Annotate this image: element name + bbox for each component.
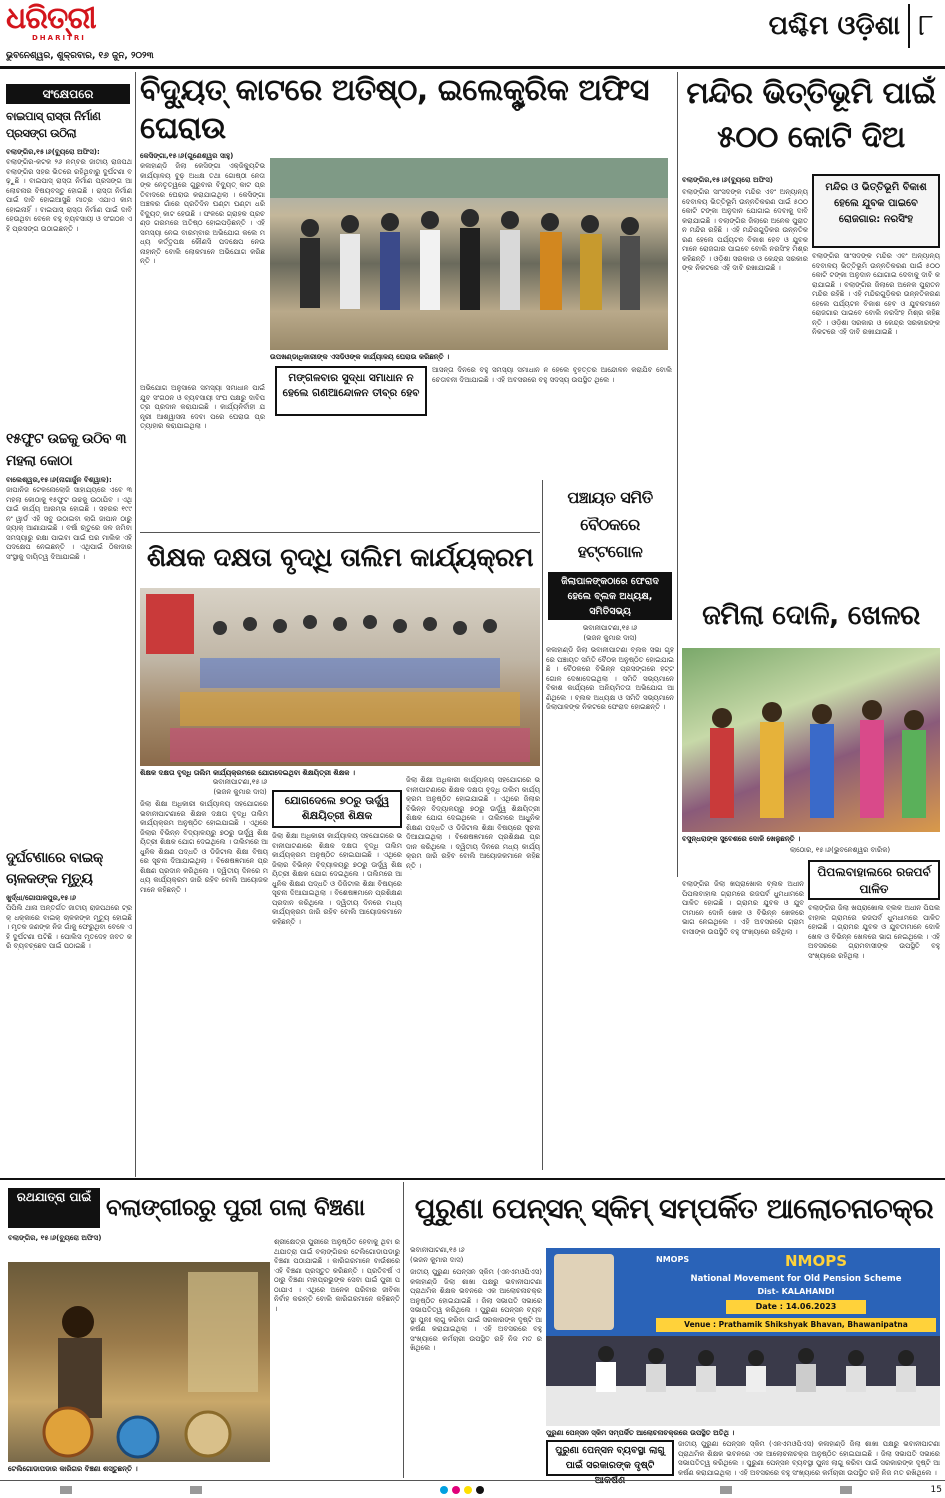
teacher-body: ଜିଲା ଶିକ୍ଷା ଅଧିକାରୀ କାର୍ଯ୍ୟାଳୟ ସହଯୋଗରେ ଭବାନୀପାଟଣାରେ ଶିକ୍ଷକ ଦକ୍ଷତା ବୃଦ୍ଧି ତାଲିମ କାର୍ଯ୍ୟକ୍ରମ ଅନୁଷ୍ଠିତ ହୋଇଯାଇଛି । ଏଥିରେ ଜିଲାର ବିଭିନ୍ନ ବିଦ୍ୟାଳୟରୁ ୭୦ରୁ ଊର୍ଦ୍ଧ୍ୱ ଶିକ୍ଷୟିତ୍ରୀ ଶିକ୍ଷକ ଯୋଗ ଦେଇଥିଲେ । ତାଲିମରେ ଆଧୁନିକ ଶିକ୍ଷଣ ପଦ୍ଧତି ଓ ଡିଜିଟାଲ ଶିକ୍ଷା ବିଷୟରେ ସୂଚନା ଦିଆଯାଇଥିଲା । ବିଶେଷଜ୍ଞମାନେ ପ୍ରଶିକ୍ଷଣ ପ୍ରଦାନ କରିଥିଲେ । ଦ୍ୱିତୀୟ ଦିନରେ ମଧ୍ୟ କାର୍ଯ୍ୟକ୍ରମ ଜାରି ରହିବ ବୋଲି ଆୟୋଜକମାନେ କହିଛନ୍ତି । [140, 800, 268, 894]
teacher-body-2: ଜିଲା ଶିକ୍ଷା ଅଧିକାରୀ କାର୍ଯ୍ୟାଳୟ ସହଯୋଗରେ ଭବାନୀପାଟଣାରେ ଶିକ୍ଷକ ଦକ୍ଷତା ବୃଦ୍ଧି ତାଲିମ କାର୍ଯ୍ୟକ୍ରମ ଅନୁଷ୍ଠିତ ହୋଇଯାଇଛି । ଏଥିରେ ଜିଲାର ବିଭିନ୍ନ ବିଦ୍ୟାଳୟରୁ ୭୦ରୁ ଊର୍ଦ୍ଧ୍ୱ ଶିକ୍ଷୟିତ୍ରୀ ଶିକ୍ଷକ ଯୋଗ ଦେଇଥିଲେ । ତାଲିମରେ ଆଧୁନିକ ଶିକ୍ଷଣ ପଦ୍ଧତି ଓ ଡିଜିଟାଲ ଶିକ୍ଷା ବିଷୟରେ ସୂଚନା ଦିଆଯାଇଥିଲା । ବିଶେଷଜ୍ଞମାନେ ପ୍ରଶିକ୍ଷଣ ପ୍ରଦାନ କରିଥିଲେ । ଦ୍ୱିତୀୟ ଦିନରେ ମଧ୍ୟ କାର୍ଯ୍ୟକ୍ରମ ଜାରି ରହିବ ବୋଲି ଆୟୋଜକମାନେ କହିଛନ୍ତି । [272, 832, 402, 926]
teacher-body-3: ଜିଲା ଶିକ୍ଷା ଅଧିକାରୀ କାର୍ଯ୍ୟାଳୟ ସହଯୋଗରେ ଭବାନୀପାଟଣାରେ ଶିକ୍ଷକ ଦକ୍ଷତା ବୃଦ୍ଧି ତାଲିମ କାର୍ଯ୍ୟକ୍ରମ ଅନୁଷ୍ଠିତ ହୋଇଯାଇଛି । ଏଥିରେ ଜିଲାର ବିଭିନ୍ନ ବିଦ୍ୟାଳୟରୁ ୭୦ରୁ ଊର୍ଦ୍ଧ୍ୱ ଶିକ୍ଷୟିତ୍ରୀ ଶିକ୍ଷକ ଯୋଗ ଦେଇଥିଲେ । ତାଲିମରେ ଆଧୁନିକ ଶିକ୍ଷଣ ପଦ୍ଧତି ଓ ଡିଜିଟାଲ ଶିକ୍ଷା ବିଷୟରେ ସୂଚନା ଦିଆଯାଇଥିଲା । ବିଶେଷଜ୍ଞମାନେ ପ୍ରଶିକ୍ଷଣ ପ୍ରଦାନ କରିଥିଲେ । ଦ୍ୱିତୀୟ ଦିନରେ ମଧ୍ୟ କାର୍ଯ୍ୟକ୍ରମ ଜାରି ରହିବ ବୋଲି ଆୟୋଜକମାନେ କହିଛନ୍ତି । [406, 776, 540, 870]
registration-mark [190, 1486, 202, 1494]
power-body-3: ଆସନ୍ତା ଦିନରେ ବହୁ ସମସ୍ୟା ସମାଧାନ ନ ହେଲେ ବୃହତ୍ତର ଆନ୍ଦୋଳନ କରାଯିବ ବୋଲି ଚେତାବନୀ ଦିଆଯାଇଛି । ଏହି ଅବସରରେ ବହୁ ସଦସ୍ୟ ଉପସ୍ଥିତ ଥିଲେ । [432, 366, 672, 384]
temple-body-2: ବଲାଙ୍ଗିର ସାଂସଦଙ୍କ ମନ୍ଦିର ଏବଂ ଅନ୍ୟାନ୍ୟ ଦେବାଳୟ ଭିତ୍ତିଭୂମି ଉନ୍ନତିକରଣ ପାଇଁ ୫୦୦ କୋଟି ଟଙ୍କା ଅନୁଦାନ ଯୋଗାଇ ଦେବାକୁ ଦାବି କରାଯାଇଛି । ବଲାଙ୍ଗିର ଜିଲାରେ ଅନେକ ପୁରାତନ ମନ୍ଦିର ରହିଛି । ଏହି ମନ୍ଦିରଗୁଡ଼ିକର ଉନ୍ନତିକରଣ ହେଲେ ପର୍ଯ୍ୟଟନ ବିକାଶ ହେବ ଓ ଯୁବକମାନେ ରୋଜଗାର ପାଇବେ ବୋଲି ନରସିଂହ ମିଶ୍ର କହିଛନ୍ତି । ଓଡ଼ିଶା ସରକାର ଓ କେନ୍ଦ୍ର ସରକାରଙ୍କ ନିକଟରେ ଏହି ଦାବି ରଖାଯାଇଛି । [812, 252, 940, 336]
teacher-credit: ଭବାନୀପାଟଣା,୧୫।୬ [212, 778, 268, 786]
panchayat-box: ଜିଲାପାଳଙ୍କଠାରେ ଫେରାଦ ହେଲେ ବ୍ଲକ ଅଧ୍ୟକ୍ଷ, ସମିତିସଭ୍ୟ [548, 572, 672, 620]
temple-credit: ବଲାଙ୍ଗିର,୧୫।୬(ବ୍ୟୁରୋ ଅଫିସ) [682, 176, 773, 184]
brief1-credit: ବଲାଙ୍ଗିର,୧୫।୬(ବ୍ୟୁରୋ ଅଫିସ): [6, 148, 100, 156]
banner-date: Date : 14.06.2023 [726, 1300, 866, 1314]
temple-boxhead: ମନ୍ଦିର ଓ ଭିତ୍ତିଭୂମି ବିକାଶ ହେଲେ ଯୁବକ ପାଇବେ ରୋଜଗାର: ନରସିଂହ [812, 174, 940, 248]
brief1-headline[interactable]: ବାଇପାସ୍ ରାସ୍ତା ନିର୍ମାଣ ପ୍ରସଙ୍ଗ ଉଠିଲା [6, 109, 101, 140]
power-pullquote: ମଙ୍ଗଳବାର ସୁଦ୍ଧା ସମାଧାନ ନ ହେଲେ ଗଣଆନ୍ଦୋଳନ ତୀବ୍ର ହେବ [275, 366, 427, 416]
portrait-image [554, 1254, 614, 1330]
footer-page-number: 15 [930, 1485, 942, 1495]
teacher-credit-2: (ଭଜନ କୁମାର ଦାସ) [213, 788, 267, 796]
panel-graphic [546, 1336, 940, 1426]
pipalbahal-headline[interactable]: ପିପଲବାହାଲରେ ରଜପର୍ବ ପାଳିତ [808, 860, 940, 900]
power-credit: କେସିଙ୍ଗା,୧୫।୬(ଗୁଣେଶ୍ୱର ସାହୁ) [140, 152, 234, 160]
pension-box: ପୁରୁଣା ପେନ୍ସନ ବ୍ୟବସ୍ଥା ଲାଗୁ ପାଇଁ ସରକାରଙ୍କ ଦୃଷ୍ଟି [546, 1440, 674, 1476]
crowd-graphic [270, 158, 668, 350]
banner-district: Dist- KALAHANDI [757, 1287, 835, 1296]
panchayat-body: କଳାହାଣ୍ଡି ଜିଲା ଭବାନୀପାଟଣା ବ୍ଲକ ସଭା ଗୃହରେ ପଞ୍ଚାୟତ ସମିତି ବୈଠକ ଅନୁଷ୍ଠିତ ହୋଇଯାଇଛି । ବୈଠକରେ ବିଭିନ୍ନ ପ୍ରସଙ୍ଗରେ ହଟ୍ଟଗୋଳ ଦେଖାଦେଇଥିଲା । ସମିତି ସଭ୍ୟମାନେ ବିକାଶ କାର୍ଯ୍ୟରେ ଅନିୟମିତତା ଅଭିଯୋଗ ଆଣିଥିଲେ । ବ୍ଲକ ଅଧ୍ୟକ୍ଷ ଓ ସମିତି ସଭ୍ୟମାନେ ଜିଲାପାଳଙ୍କ ନିକଟରେ ଫେରାଦ ହୋଇଛନ୍ତି । [546, 646, 674, 711]
pension-caption: ପୁରୁଣା ପେନ୍ସନ ସ୍କିମ ସମ୍ପର୍କିତ ଆଲୋଚନାଚକ୍ରରେ ଉପସ୍ଥିତ ଅତିଥି । [546, 1429, 735, 1437]
group-graphic [140, 588, 540, 766]
cyan-dot [440, 1486, 448, 1494]
pension-credit: ଭବାନୀପାଟଣା,୧୫।୬ [410, 1246, 465, 1254]
jamila-headline[interactable]: ଜମିଲା ଦୋଳି, ଖେଳର [702, 600, 920, 631]
brief2-body: ଜାପାନିଜ ଟେକନୋଲୋଜି ସାହାଯ୍ୟରେ ଏବେ ୩ ମହଲା କୋଠାକୁ ୧୫ଫୁଟ ଉଚ୍ଚକୁ ଉଠାଯିବ । ଏଥି ପାଇଁ କାର୍ଯ୍ୟ ଆରମ୍ଭ ହୋଇଛି । ସହରର ୧୯୯ନଂ ୱାର୍ଡ ଏହି ସବୁ ଉଠାଇବା ଲାଗି ଜାପାନ ଠାରୁ ଜ୍ୟାକ୍ ଆଣାଯାଇଛି । ବର୍ଷା ଋତୁରେ ଜଳ ଜମିବା ସମସ୍ୟାରୁ ରକ୍ଷା ପାଇବା ପାଇଁ ଘର ମାଲିକ ଏହି ପଦକ୍ଷେପ ନେଇଛନ୍ତି । ଏଥିପାଇଁ ଠିକାଦାର ସଂସ୍ଥାକୁ ଦାୟିତ୍ୱ ଦିଆଯାଇଛି । [6, 486, 132, 561]
power-headline[interactable]: ବିଦ୍ୟୁତ୍ କାଟରେ ଅତିଷ୍ଠ, ଇଲେକ୍ଟ୍ରିକ ଅଫିସ ଘେରାଉ [140, 73, 649, 146]
column-divider [542, 480, 543, 1170]
panchayat-credit-2: (ଭଜନ କୁମାର ଦାସ) [583, 634, 637, 642]
teacher-headline[interactable]: ଶିକ୍ଷକ ଦକ୍ଷତା ବୃଦ୍ଧି ତାଲିମ କାର୍ଯ୍ୟକ୍ରମ [146, 543, 534, 573]
banner-venue: Venue : Prathamik Shikshyak Bhavan, Bhawanipatna [656, 1318, 936, 1332]
page-number: ୮ [908, 4, 942, 48]
panchayat-credit: ଭବାନୀପାଟଣା,୧୫।୬ [582, 624, 638, 632]
brief3-body: ପିପିଲି ଥାନା ଅନ୍ତର୍ଗତ ଜାତୀୟ ରାଜପଥରେ ଟ୍ରକ୍ ଧକ୍କାରେ ବାଇକ୍ ଚାଳକଙ୍କ ମୃତ୍ୟୁ ହୋଇଛି । ମୃତକ ଜଣଙ୍କ ନିଜ ଗାଁକୁ ଫେରୁଥିବା ବେଳେ ଏହି ଦୁର୍ଘଟଣା ଘଟିଛି । ପୋଲିସ ମୃତଦେହ ଜବତ କରି ବ୍ୟବଚ୍ଛେଦ ପାଇଁ ପଠାଇଛି । [6, 904, 132, 950]
brief2-credit: ବାଲେଶ୍ୱର,୧୫।୬(ନାଗାର୍ଜୁନ ବିଶ୍ୱାଳ): [6, 476, 112, 484]
teacher-caption: ଶିକ୍ଷକ ଦକ୍ଷତା ବୃଦ୍ଧି ତାଲିମ କାର୍ଯ୍ୟକ୍ରମରେ ଯୋଗଦେଇଥିବା ଶିକ୍ଷୟିତ୍ରୀ ଶିକ୍ଷକ । [140, 769, 356, 777]
rathyatra-caption: ଟେଲିଗୋଡାପଡାର କାରିଗର ବିଞ୍ଚଣା ଶସ୍ତୁଛନ୍ତି । [8, 1465, 138, 1473]
girls-graphic [682, 648, 940, 832]
registration-mark [840, 1486, 852, 1494]
logo-text: ଧରିତ୍ରୀ [6, 1, 96, 36]
briefs-tag: ସଂକ୍ଷେପରେ [6, 84, 130, 104]
teacher-pullquote: ଯୋଗଦେଲେ ୭୦ରୁ ଊର୍ଦ୍ଧ୍ୱ ଶିକ୍ଷୟିତ୍ରୀ ଶିକ୍ଷକ [272, 790, 402, 828]
seminar-banner [546, 1248, 940, 1336]
newspaper-logo[interactable] [6, 1, 102, 46]
pipalbahal-body-2: ବଲାଙ୍ଗିର ଜିଲା ଖପ୍ରାଖୋଲ ବ୍ଲକ ଅଧୀନ ପିପଲବାହାଲ ଗ୍ରାମରେ ରଜପର୍ବ ଧୁମଧାମରେ ପାଳିତ ହୋଇଛି । ଗ୍ରାମର ଯୁବକ ଓ ଯୁବତୀମାନେ ଦୋଳି ଖେଳ ଓ ବିଭିନ୍ନ ଖେଳରେ ଭାଗ ନେଇଥିଲେ । ଏହି ଅବସରରେ ଗ୍ରାମବାସୀଙ୍କ ଉପସ୍ଥିତି ବହୁ ସଂଖ୍ୟାରେ ରହିଥିଲା । [808, 904, 940, 960]
pension-seminar-photo [546, 1248, 940, 1426]
logo-subtext: DHARITRI [32, 34, 86, 42]
registration-mark [720, 1486, 732, 1494]
brief3-headline[interactable]: ଦୁର୍ଘଟଣାରେ ବାଇକ୍ ଚାଳକଙ୍କ ମୃତ୍ୟୁ [6, 850, 103, 887]
jamila-credit: ଲାଠୋର, ୧୫।୬(ଭୁବନେଶ୍ୱର ବାରିକ) [789, 846, 891, 854]
column-divider [403, 1182, 404, 1478]
power-body: କଳାହାଣ୍ଡି ଜିଲା କେସିଙ୍ଗା ଏକ୍ଜିକ୍ୟୁଟିଭ କାର୍ଯ୍ୟାଳୟ ବୁଢ଼ ଅଧକ୍ଷ ତଥା ଗୋଷ୍ଠୀ ନେତା ଙ୍କ ନେତୃତ୍ୱରେ ଗୁରୁବାର ବିଦ୍ୟୁତ୍ କାଟ ପ୍ରତିବାଦରେ ଘେରାଉ କରାଯାଇଥିଲା । କେସିଙ୍ଗା ଅଞ୍ଚଳର ଗାଁରେ ପ୍ରତିଦିନ ଘଣ୍ଟା ଘଣ୍ଟା ଧରି ବିଦ୍ୟୁତ୍ କାଟ ହେଉଛି । ଫଳରେ ଗ୍ରାହକ ପ୍ରଚଣ୍ଡ ଗରମରେ ଅତିଷ୍ଠ ହୋଇପଡ଼ିଛନ୍ତି । ଏହି ସମସ୍ୟା ନେଇ ବାରମ୍ବାର ଅଭିଯୋଗ କଲେ ମଧ୍ୟ କର୍ତ୍ତୃପକ୍ଷ କୌଣସି ପଦକ୍ଷେପ ନେଉନାହାନ୍ତି ବୋଲି ଲୋକମାନେ ଅଭିଯୋଗ କରିଛନ୍ତି । [140, 162, 265, 265]
teacher-rule [140, 532, 540, 533]
power-protest-photo [270, 158, 668, 350]
pension-body-2: ଜାତୀୟ ପୁରୁଣା ପେନ୍ସନ ସ୍କିମ (ଏନଏମଓପିଏସ) କଳାହାଣ୍ଡି ଜିଲା ଶାଖା ପକ୍ଷରୁ ଭବାନୀପାଟଣା ପ୍ରାଥମିକ ଶିକ୍ଷକ ଭବନରେ ଏକ ଆଲୋଚନାଚକ୍ର ଅନୁଷ୍ଠିତ ହୋଇଯାଇଛି । ଜିଲା ସଭାପତି ସଭାରେ ସଭାପତିତ୍ୱ କରିଥିଲେ । ପୁରୁଣା ପେନ୍ସନ ବ୍ୟବସ୍ଥା ପୁନଃ ଲାଗୁ କରିବା ପାଇଁ ସରକାରଙ୍କ ଦୃଷ୍ଟି ଆକର୍ଷଣ କରାଯାଇଥିଲା । ଏହି ଅବସରରେ ବହୁ ସଂଖ୍ୟାରେ କର୍ମଚାରୀ ଉପସ୍ଥିତ ରହି ନିଜ ମତ ରଖିଥିଲେ । [678, 1440, 940, 1477]
power-photo-caption: ଉପଖଣ୍ଡାଧିକାରୀଙ୍କ ଏସଡିଓଙ୍କ କାର୍ଯ୍ୟାଳୟ ଘେରାଉ କରିଛନ୍ତି । [270, 353, 450, 361]
pension-headline[interactable]: ପୁରୁଣା ପେନ୍ସନ୍ ସ୍କିମ୍ ସମ୍ପର୍କିତ ଆଲୋଚନାଚକ୍ର [414, 1192, 934, 1225]
rathyatra-tag: ରଥଯାତ୍ରା ପାଇଁ [8, 1188, 100, 1228]
temple-body: ବଲାଙ୍ଗିର ସାଂସଦଙ୍କ ମନ୍ଦିର ଏବଂ ଅନ୍ୟାନ୍ୟ ଦେବାଳୟ ଭିତ୍ତିଭୂମି ଉନ୍ନତିକରଣ ପାଇଁ ୫୦୦ କୋଟି ଟଙ୍କା ଅନୁଦାନ ଯୋଗାଇ ଦେବାକୁ ଦାବି କରାଯାଇଛି । ବଲାଙ୍ଗିର ଜିଲାରେ ଅନେକ ପୁରାତନ ମନ୍ଦିର ରହିଛି । ଏହି ମନ୍ଦିରଗୁଡ଼ିକର ଉନ୍ନତିକରଣ ହେଲେ ପର୍ଯ୍ୟଟନ ବିକାଶ ହେବ ଓ ଯୁବକମାନେ ରୋଜଗାର ପାଇବେ ବୋଲି ନରସିଂହ ମିଶ୍ର କହିଛନ୍ତି । ଓଡ଼ିଶା ସରକାର ଓ କେନ୍ଦ୍ର ସରକାରଙ୍କ ନିକଟରେ ଏହି ଦାବି ରଖାଯାଇଛି । [682, 188, 808, 272]
column-divider [677, 72, 678, 877]
section-divider [0, 1178, 945, 1180]
rathyatra-credit: ବଲାଙ୍ଗିର, ୧୫।୬(ବ୍ୟୁରୋ ଅଫିସ) [8, 1234, 102, 1242]
black-dot [476, 1486, 484, 1494]
dateline: ଭୁବନେଶ୍ୱର, ଶୁକ୍ରବାର, ୧୬ ଜୁନ, ୨୦୨୩ [6, 51, 154, 61]
teacher-group-photo [140, 588, 540, 766]
brief2-headline[interactable]: ୧୫ଫୁଟ ଉଚ୍ଚକୁ ଉଠିବ ୩ ମହଲା କୋଠା [6, 431, 126, 469]
banner-title: NMOPS [784, 1252, 848, 1270]
pension-body: ଜାତୀୟ ପୁରୁଣା ପେନ୍ସନ ସ୍କିମ (ଏନଏମଓପିଏସ) କଳାହାଣ୍ଡି ଜିଲା ଶାଖା ପକ୍ଷରୁ ଭବାନୀପାଟଣା ପ୍ରାଥମିକ ଶିକ୍ଷକ ଭବନରେ ଏକ ଆଲୋଚନାଚକ୍ର ଅନୁଷ୍ଠିତ ହୋଇଯାଇଛି । ଜିଲା ସଭାପତି ସଭାରେ ସଭାପତିତ୍ୱ କରିଥିଲେ । ପୁରୁଣା ପେନ୍ସନ ବ୍ୟବସ୍ଥା ପୁନଃ ଲାଗୁ କରିବା ପାଇଁ ସରକାରଙ୍କ ଦୃଷ୍ଟି ଆକର୍ଷଣ କରାଯାଇଥିଲା । ଏହି ଅବସରରେ ବହୁ ସଂଖ୍ୟାରେ କର୍ମଚାରୀ ଉପସ୍ଥିତ ରହି ନିଜ ମତ ରଖିଥିଲେ । [410, 1268, 542, 1352]
nmops-logo: NMOPS [656, 1255, 690, 1264]
rathyatra-photo [8, 1262, 270, 1462]
power-body-2: ଅଭିଯୋଗ ଅନୁସାରେ ସମସ୍ୟା ସମାଧାନ ପାଇଁ ଯୁବ ସଂଗଠନ ଓ ବ୍ୟବସାୟୀ ସଂଘ ପକ୍ଷରୁ ଦାବିପତ୍ର ପ୍ରଦାନ କରାଯାଇଛି । କାର୍ଯ୍ୟନିର୍ବାହୀ ଯନ୍ତ୍ରୀ ଆଶ୍ୱାସନା ଦେବା ପରେ ଘେରାଉ ପ୍ରତ୍ୟାହାର କରାଯାଇଥିଲା । [140, 384, 265, 430]
registration-mark [60, 1486, 72, 1494]
brief3-credit: ଖୁର୍ଦ୍ଧା/ଗୋପାଳପୁର,୧୫।୬ [6, 894, 77, 902]
section-title: ପଶ୍ଚିମ ଓଡ଼ିଶା [768, 11, 900, 41]
artisan-graphic [8, 1262, 270, 1462]
brief1-body: ବଲାଙ୍ଗିର-କଟକ ୨୬ ନମ୍ବର ଜାତୀୟ ରାଜପଥ ବଲାଙ୍ଗିର ସହର ଭିତରେ ରହିଥିବାରୁ ଦୁର୍ଘଟଣା ବଢ଼ୁଛି । ବାଇପାସ୍ ରାସ୍ତା ନିର୍ମାଣ ପ୍ରସଙ୍ଗ ଆଲୋଚନାର ବିଷୟବସ୍ତୁ ହୋଇଛି । ରାସ୍ତା ନିର୍ମାଣ ପାଇଁ ଦାବି ହୋଇଆସୁଛି ମାତ୍ର ଏଯାଏ କାମ ହୋଇନାହିଁ । ବାଇପାସ୍ ରାସ୍ତା ନିର୍ମାଣ ପାଇଁ ଦାବି ହେଉଥିବା ବେଳେ ବହୁ ବ୍ୟବସାୟୀ ଓ ସଂଗଠନ ଏହି ପ୍ରସଙ୍ଗ ଉଠାଇଛନ୍ତି । [6, 158, 132, 233]
pipalbahal-body: ବଲାଙ୍ଗିର ଜିଲା ଖପ୍ରାଖୋଲ ବ୍ଲକ ଅଧୀନ ପିପଲବାହାଲ ଗ୍ରାମରେ ରଜପର୍ବ ଧୁମଧାମରେ ପାଳିତ ହୋଇଛି । ଗ୍ରାମର ଯୁବକ ଓ ଯୁବତୀମାନେ ଦୋଳି ଖେଳ ଓ ବିଭିନ୍ନ ଖେଳରେ ଭାଗ ନେଇଥିଲେ । ଏହି ଅବସରରେ ଗ୍ରାମବାସୀଙ୍କ ଉପସ୍ଥିତି ବହୁ ସଂଖ୍ୟାରେ ରହିଥିଲା । [682, 880, 804, 936]
pension-credit-2: (ଭଜନ କୁମାର ଦାସ) [410, 1256, 464, 1264]
panchayat-headline[interactable]: ପଞ୍ଚାୟତ ସମିତି ବୈଠକରେ ହଟ୍ଟଗୋଳ [567, 488, 653, 561]
yellow-dot [464, 1486, 472, 1494]
rathyatra-body: ଶ୍ରୀକ୍ଷେତ୍ର ପୁରୀରେ ଅନୁଷ୍ଠିତ ହେବାକୁ ଥିବା ରଥଯାତ୍ରା ପାଇଁ ବଲାଙ୍ଗିରର ଟେଲିଗୋଡାପଡାରୁ ବିଞ୍ଚଣା ପଠାଯାଇଛି । କାରିଗରମାନେ ବାଉଁଶରେ ଏହି ବିଞ୍ଚଣା ପ୍ରସ୍ତୁତ କରିଛନ୍ତି । ପ୍ରତିବର୍ଷ ଏଠାରୁ ବିଞ୍ଚଣା ମହାପ୍ରଭୁଙ୍କ ସେବା ପାଇଁ ପୁରୀ ପଠାଯାଏ । ଏଥିରେ ଅନେକ ପରିବାର ଜୀବିକା ନିର୍ବାହ କରନ୍ତି ବୋଲି କାରିଗରମାନେ କହିଛନ୍ତି । [274, 1238, 400, 1313]
jamila-caption: ବସୁନ୍ଧରାଙ୍କ ସୁବେଶରେ ଦୋଳି ଖେଳୁଛନ୍ତି । [682, 835, 801, 843]
column-divider [135, 72, 136, 1177]
magenta-dot [452, 1486, 460, 1494]
temple-headline[interactable]: ମନ୍ଦିର ଭିତ୍ତିଭୂମି ପାଇଁ ୫୦୦ କୋଟି ଦିଅ [686, 76, 936, 155]
masthead-rule [0, 66, 945, 69]
rathyatra-headline[interactable]: ବଲାଙ୍ଗୀରରୁ ପୁରୀ ଗଲା ବିଞ୍ଚଣା [106, 1195, 365, 1221]
footer-rule [0, 1480, 945, 1481]
jamila-photo [682, 648, 940, 832]
banner-subtitle: National Movement for Old Pension Scheme [690, 1274, 902, 1284]
